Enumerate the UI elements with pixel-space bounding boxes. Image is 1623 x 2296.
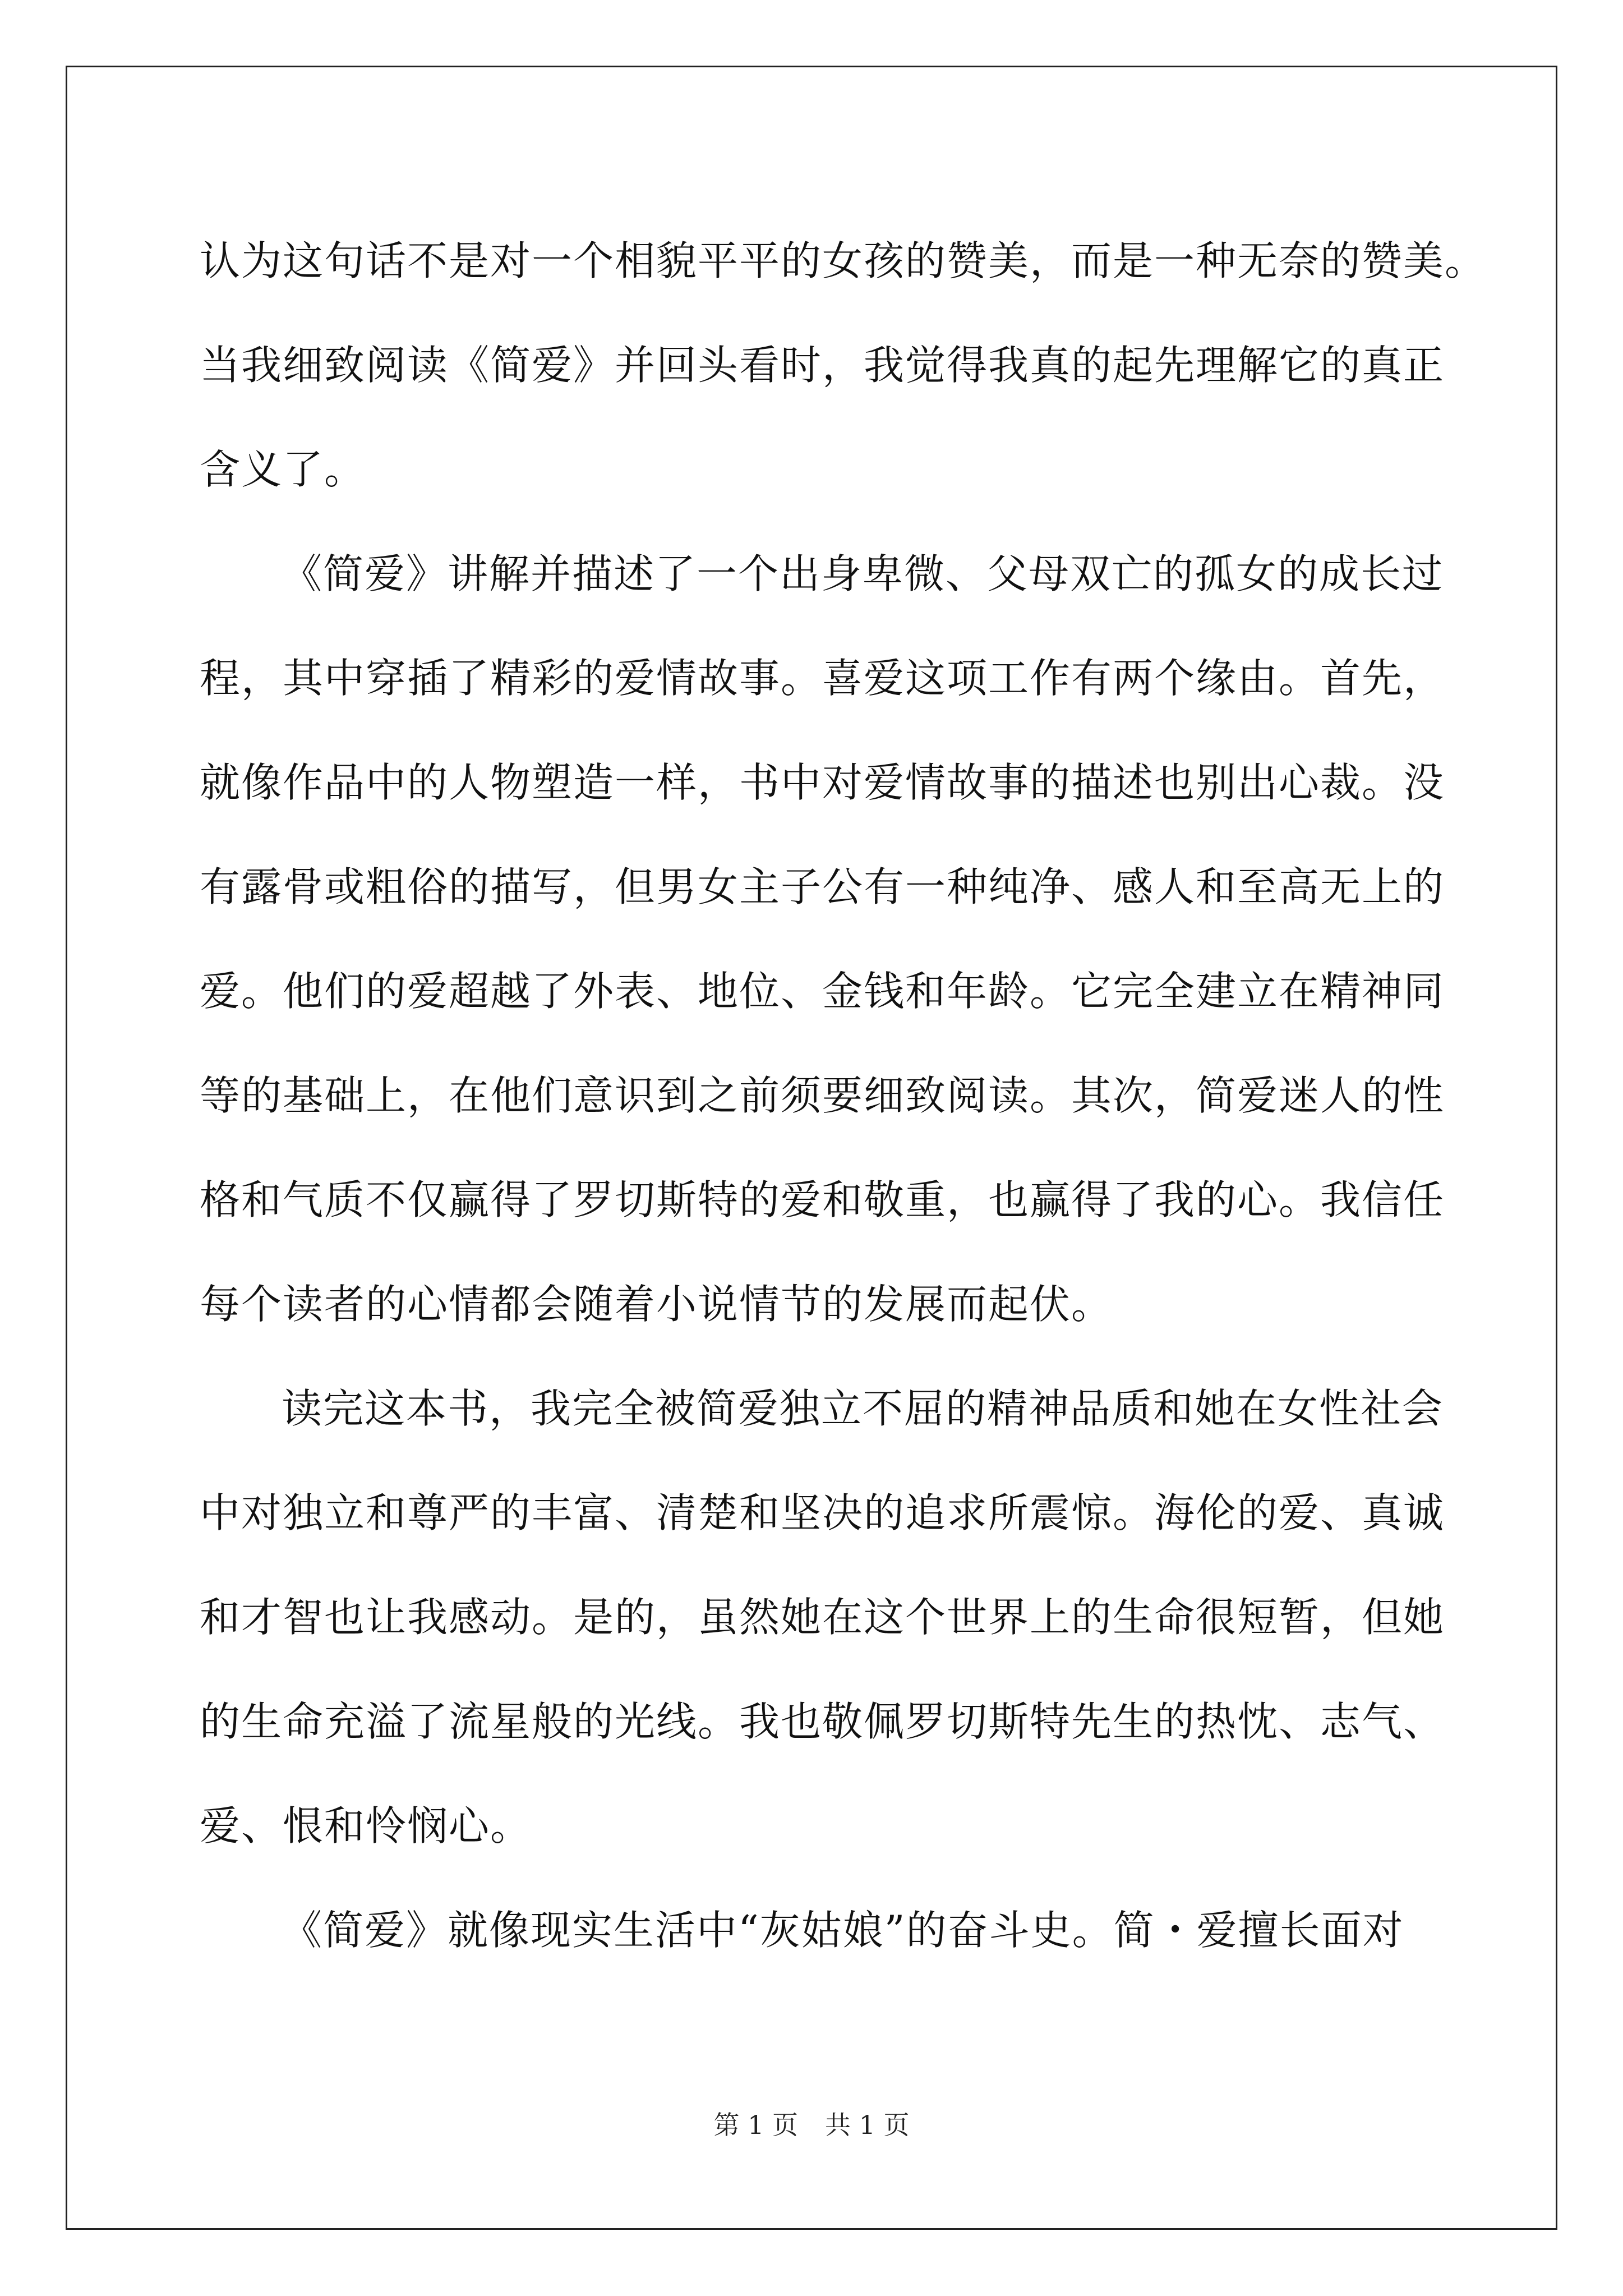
text-line-7: 有露骨或粗俗的描写，但男女主子公有一种纯净、感人和至高无上的 bbox=[200, 863, 1445, 910]
text-line-6: 就像作品中的人物塑造一样，书中对爱情故事的描述也别出心裁。没 bbox=[200, 759, 1445, 806]
text-line-3: 含义了。 bbox=[200, 446, 366, 493]
text-line-2: 当我细致阅读《简爱》并回头看时，我觉得我真的起先理解它的真正 bbox=[200, 342, 1445, 389]
text-line-15: 的生命充溢了流星般的光线。我也敬佩罗切斯特先生的热忱、志气、 bbox=[200, 1698, 1445, 1745]
text-line-17: 《简爱》就像现实生活中“灰姑娘”的奋斗史。简・爱擅长面对 bbox=[282, 1907, 1404, 1954]
page-total: 共 1 页 bbox=[825, 2110, 910, 2140]
text-line-11: 每个读者的心情都会随着小说情节的发展而起伏。 bbox=[200, 1281, 1113, 1328]
text-line-13: 中对独立和尊严的丰富、清楚和坚决的追求所震惊。海伦的爱、真诚 bbox=[200, 1489, 1445, 1536]
text-line-1: 认为这句话不是对一个相貌平平的女孩的赞美，而是一种无奈的赞美。 bbox=[200, 237, 1487, 284]
text-line-10: 格和气质不仅赢得了罗切斯特的爱和敬重，也赢得了我的心。我信任 bbox=[200, 1176, 1445, 1223]
page-number: 第 1 页 bbox=[713, 2110, 798, 2140]
text-line-4: 《简爱》讲解并描述了一个出身卑微、父母双亡的孤女的成长过 bbox=[282, 550, 1444, 597]
text-line-5: 程，其中穿插了精彩的爱情故事。喜爱这项工作有两个缘由。首先， bbox=[200, 655, 1445, 702]
document-body bbox=[200, 209, 1487, 1982]
page-footer bbox=[0, 2108, 1623, 2142]
text-line-8: 爱。他们的爱超越了外表、地位、金钱和年龄。它完全建立在精神同 bbox=[200, 968, 1445, 1015]
text-line-12: 读完这本书，我完全被简爱独立不屈的精神品质和她在女性社会 bbox=[282, 1385, 1444, 1432]
text-line-14: 和才智也让我感动。是的，虽然她在这个世界上的生命很短暂，但她 bbox=[200, 1594, 1445, 1641]
text-line-16: 爱、恨和怜悯心。 bbox=[200, 1802, 532, 1849]
text-line-9: 等的基础上，在他们意识到之前须要细致阅读。其次，简爱迷人的性 bbox=[200, 1072, 1445, 1119]
